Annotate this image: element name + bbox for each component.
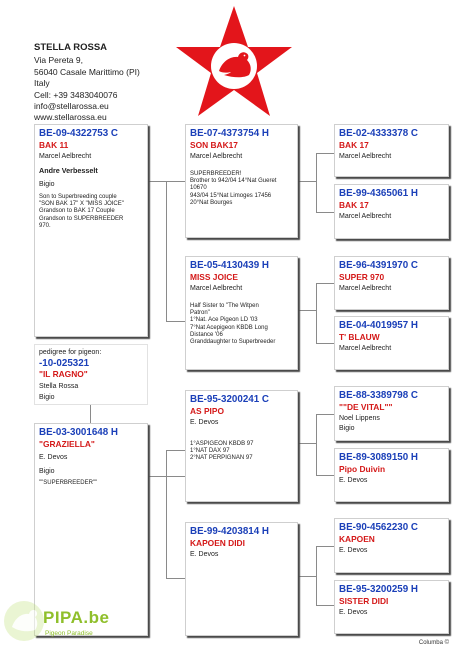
ring-number: BE-88-3389798 C bbox=[339, 390, 418, 401]
pigeon-notes: SUPERBREEDER! Brother to 942/04 14°Nat Gueret 10670 943/04 15°Nat Limoges 17456 20°Nat Bourges bbox=[190, 171, 277, 206]
ancestor-card[interactable] bbox=[334, 316, 449, 370]
ancestor-card[interactable] bbox=[334, 580, 449, 634]
ancestor-card[interactable] bbox=[334, 518, 449, 573]
pigeon-name: SISTER DIDI bbox=[339, 596, 389, 606]
breeder: Marcel Aelbrecht bbox=[39, 153, 92, 160]
breeder: E. Devos bbox=[339, 609, 368, 616]
breeder: Noel Lippens bbox=[339, 415, 380, 422]
pigeon-name: BAK 17 bbox=[339, 200, 369, 210]
pigeon-notes: Half Sister to "The Witpen Patron" 1°Nat. Ace Pigeon LD '03 7°Nat Acepigeon KBDB Long Distance '06 Granddaughter to Superbreeder bbox=[190, 303, 276, 346]
ring-number: BE-07-4373754 H bbox=[190, 128, 269, 139]
connector bbox=[316, 153, 317, 212]
connector bbox=[316, 605, 334, 606]
ancestor-card[interactable] bbox=[334, 124, 449, 177]
ancestor-card[interactable] bbox=[334, 448, 449, 502]
dam-sire-card[interactable] bbox=[185, 390, 298, 502]
pigeon-name: KAPOEN bbox=[339, 534, 375, 544]
breeder-original: Andre Verbesselt bbox=[39, 166, 98, 175]
subject-breeder: Stella Rossa bbox=[39, 383, 79, 390]
subject-card[interactable] bbox=[34, 344, 148, 405]
pigeon-name: Pipo Duivin bbox=[339, 464, 386, 474]
ring-number: BE-90-4562230 C bbox=[339, 522, 418, 533]
connector bbox=[298, 443, 316, 444]
ring-number: BE-09-4322753 C bbox=[39, 128, 118, 139]
pigeon-name: "GRAZIELLA" bbox=[39, 439, 95, 449]
credit-text: Columba © bbox=[418, 640, 449, 646]
ring-number: BE-96-4391970 C bbox=[339, 260, 418, 271]
connector bbox=[166, 450, 185, 451]
breeder: E. Devos bbox=[190, 419, 219, 426]
sire-card[interactable] bbox=[34, 124, 148, 337]
pigeon-name: SON BAK17 bbox=[190, 140, 238, 150]
breeder: Marcel Aelbrecht bbox=[339, 345, 392, 352]
connector bbox=[166, 321, 185, 322]
ancestor-card[interactable] bbox=[334, 184, 449, 239]
breeder: Marcel Aelbrecht bbox=[339, 153, 392, 160]
connector bbox=[166, 450, 167, 578]
connector bbox=[316, 283, 317, 343]
connector bbox=[316, 153, 334, 154]
connector bbox=[166, 181, 167, 321]
owner-website[interactable]: www.stellarossa.eu bbox=[34, 112, 107, 123]
ring-number: BE-03-3001648 H bbox=[39, 427, 118, 438]
pigeon-color: Bigio bbox=[39, 181, 55, 188]
ancestor-card[interactable] bbox=[334, 386, 449, 441]
breeder: Marcel Aelbrecht bbox=[190, 285, 243, 292]
pigeon-name: T' BLAUW bbox=[339, 332, 380, 342]
ring-number: BE-95-3200241 C bbox=[190, 394, 269, 405]
connector bbox=[90, 405, 91, 423]
connector bbox=[316, 546, 334, 547]
pigeon-name: KAPOEN DIDI bbox=[190, 538, 245, 548]
pigeon-name: MISS JOICE bbox=[190, 272, 238, 282]
pigeon-name: BAK 11 bbox=[39, 140, 69, 150]
connector bbox=[316, 546, 317, 605]
breeder: Marcel Aelbrecht bbox=[339, 213, 392, 220]
pigeon-notes: Son to Superbreeding couple "SON BAK 17" X "MISS JOICE" Grandson to BAK 17 Couple Grandson to SUPERBREEDER 970. bbox=[39, 194, 124, 229]
pigeon-name: SUPER 970 bbox=[339, 272, 385, 282]
owner-address-line: Via Pereta 9, bbox=[34, 55, 83, 66]
owner-email[interactable]: info@stellarossa.eu bbox=[34, 101, 109, 112]
owner-name: STELLA ROSSA bbox=[34, 42, 108, 53]
ancestor-card[interactable] bbox=[334, 256, 449, 310]
ring-number: BE-99-4365061 H bbox=[339, 188, 418, 199]
breeder: E. Devos bbox=[190, 551, 219, 558]
breeder: E. Devos bbox=[39, 454, 68, 461]
pigeon-notes: 1°ASPIGEON KBDB 97 1°NAT DAX 97 2°NAT PERPIGNAN 97 bbox=[190, 441, 254, 462]
connector bbox=[316, 212, 334, 213]
watermark-brand: PIPA.be bbox=[43, 608, 110, 627]
connector bbox=[298, 576, 316, 577]
pigeon-notes: ""SUPERBREEDER"" bbox=[39, 480, 98, 486]
dam-dam-card[interactable] bbox=[185, 522, 298, 636]
watermark-tagline: Pigeon Paradise bbox=[45, 630, 93, 637]
connector bbox=[316, 343, 334, 344]
subject-pigeon-name: "IL RAGNO" bbox=[39, 369, 88, 379]
breeder: E. Devos bbox=[339, 477, 368, 484]
subject-ring-number: -10-025321 bbox=[39, 358, 90, 369]
sire-sire-card[interactable] bbox=[185, 124, 298, 238]
connector bbox=[298, 181, 316, 182]
connector bbox=[316, 414, 317, 475]
connector bbox=[298, 310, 316, 311]
ring-number: BE-05-4130439 H bbox=[190, 260, 269, 271]
stella-rossa-logo bbox=[172, 4, 296, 122]
breeder: E. Devos bbox=[339, 547, 368, 554]
connector bbox=[166, 578, 185, 579]
pigeon-color: Bigio bbox=[339, 425, 355, 432]
breeder: Marcel Aelbrecht bbox=[339, 285, 392, 292]
pigeon-name: BAK 17 bbox=[339, 140, 369, 150]
connector bbox=[316, 283, 334, 284]
ring-number: BE-95-3200259 H bbox=[339, 584, 418, 595]
owner-address-line: 56040 Casale Marittimo (PI) bbox=[34, 66, 140, 77]
ring-number: BE-02-4333378 C bbox=[339, 128, 418, 139]
connector bbox=[316, 414, 334, 415]
pigeon-color: Bigio bbox=[39, 468, 55, 475]
breeder: Marcel Aelbrecht bbox=[190, 153, 243, 160]
ring-number: BE-89-3089150 H bbox=[339, 452, 418, 463]
sire-dam-card[interactable] bbox=[185, 256, 298, 370]
subject-color: Bigio bbox=[39, 394, 55, 401]
subject-title: pedigree for pigeon: bbox=[39, 349, 102, 356]
owner-phone: Cell: +39 3483040076 bbox=[34, 89, 118, 100]
pigeon-name: ""DE VITAL"" bbox=[339, 402, 393, 412]
connector bbox=[316, 475, 334, 476]
ring-number: BE-04-4019957 H bbox=[339, 320, 418, 331]
pigeon-name: AS PIPO bbox=[190, 406, 224, 416]
ring-number: BE-99-4203814 H bbox=[190, 526, 269, 537]
owner-country: Italy bbox=[34, 78, 50, 89]
